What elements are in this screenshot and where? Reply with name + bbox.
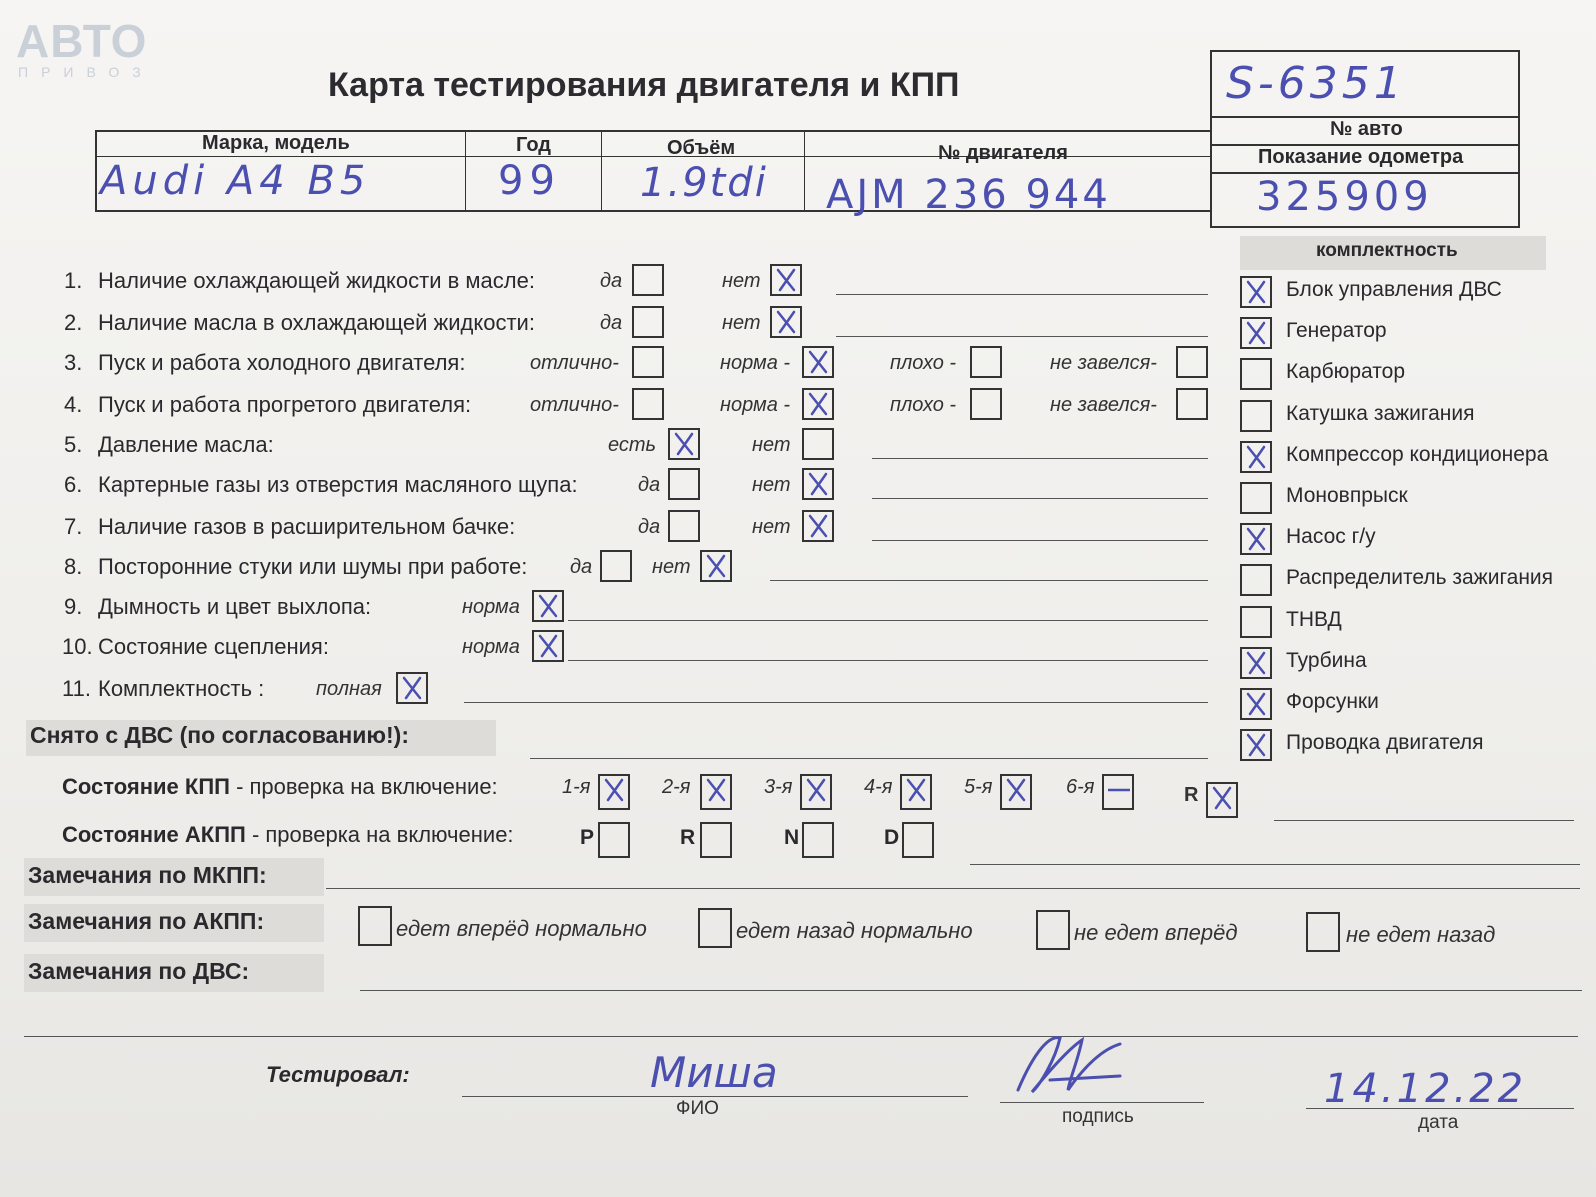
engine-no-value[interactable]: AJM 236 944 [826, 172, 1111, 218]
akpp-mode-label: N [784, 826, 800, 849]
completeness-checkbox[interactable] [1240, 441, 1272, 473]
question-text: Картерные газы из отверстия масляного щупа: [98, 472, 578, 497]
question-text: Пуск и работа прогретого двигателя: [98, 392, 472, 417]
answer-line[interactable] [836, 336, 1208, 337]
akpp-remark-checkbox[interactable] [1036, 910, 1070, 950]
completeness-checkbox[interactable] [1240, 358, 1272, 390]
completeness-checkbox[interactable] [1240, 317, 1272, 349]
akpp-remark-label: не едет вперёд [1074, 920, 1238, 945]
option-label: нет [652, 556, 691, 578]
option-label: отлично- [530, 394, 619, 416]
option-checkbox[interactable] [668, 468, 700, 500]
question-text: Наличие охлаждающей жидкости в масле: [98, 268, 535, 293]
year-label: Год [516, 134, 551, 156]
option-label: нет [722, 312, 761, 334]
divider [601, 130, 602, 210]
option-label: нет [752, 516, 791, 538]
akpp-remark-label: не едет назад [1346, 922, 1496, 947]
question-text: Состояние сцепления: [98, 634, 329, 659]
akpp-mode-checkbox[interactable] [802, 822, 834, 858]
option-label: отлично- [530, 352, 619, 374]
option-label: полная [316, 678, 382, 700]
option-label: да [600, 270, 623, 292]
option-label: нет [752, 434, 791, 456]
gear-checkbox[interactable] [1102, 774, 1134, 810]
akpp-line[interactable] [970, 864, 1580, 865]
answer-line[interactable] [568, 660, 1208, 661]
divider [804, 130, 805, 210]
option-checkbox[interactable] [632, 264, 664, 296]
gear-label: 4-я [864, 776, 893, 798]
completeness-item-label: Турбина [1286, 648, 1367, 672]
divider [465, 130, 466, 210]
model-value[interactable]: Audi A4 B5 [100, 158, 371, 204]
question-number: 1. [64, 268, 83, 293]
option-label: плохо - [890, 394, 957, 416]
akpp-label-rest: - проверка на включение: [245, 822, 514, 847]
completeness-item-label: Компрессор кондиционера [1286, 442, 1549, 466]
option-label: да [600, 312, 623, 334]
question-text: Пуск и работа холодного двигателя: [98, 350, 466, 375]
completeness-item-label: Распределитель зажигания [1286, 566, 1554, 590]
completeness-checkbox[interactable] [1240, 276, 1272, 308]
gear-checkbox[interactable] [1206, 782, 1238, 818]
completeness-checkbox[interactable] [1240, 647, 1272, 679]
question-number: 7. [64, 514, 83, 539]
completeness-checkbox[interactable] [1240, 482, 1272, 514]
answer-line[interactable] [770, 580, 1208, 581]
question-number: 4. [64, 392, 83, 417]
remarks-mkpp-line[interactable] [326, 888, 1580, 889]
completeness-checkbox[interactable] [1240, 400, 1272, 432]
completeness-item-label: Проводка двигателя [1286, 731, 1484, 755]
kpp-line[interactable] [1274, 820, 1574, 821]
removed-note: (по согласованию!): [179, 722, 409, 748]
fio-label: ФИО [676, 1098, 719, 1119]
akpp-mode-label: R [680, 826, 696, 849]
completeness-item-label: Генератор [1286, 319, 1387, 343]
completeness-item-label: ТНВД [1286, 607, 1342, 631]
option-label: норма - [720, 352, 791, 374]
tested-label: Тестировал: [266, 1062, 410, 1087]
page-title: Карта тестирования двигателя и КПП [328, 66, 960, 104]
question-number: 2. [64, 310, 83, 335]
option-label: нет [752, 474, 791, 496]
answer-line[interactable] [872, 498, 1208, 499]
akpp-mode-checkbox[interactable] [700, 822, 732, 858]
option-label: не завелся- [1050, 352, 1157, 374]
completeness-checkbox[interactable] [1240, 606, 1272, 638]
sign-line [1000, 1102, 1204, 1103]
option-checkbox[interactable] [802, 428, 834, 460]
question-number: 9. [64, 594, 83, 619]
removed-line[interactable] [530, 758, 1208, 759]
sign-label: подпись [1062, 1106, 1134, 1127]
question-number: 6. [64, 472, 83, 497]
kpp-label-rest: - проверка на включение: [229, 774, 498, 799]
option-checkbox[interactable] [600, 550, 632, 582]
question-text: Комплектность : [98, 676, 265, 701]
gear-label: 3-я [764, 776, 793, 798]
option-label: есть [608, 434, 657, 456]
removed-label [30, 722, 409, 749]
option-checkbox[interactable] [770, 264, 802, 296]
completeness-item-label: Карбюратор [1286, 360, 1406, 384]
answer-line[interactable] [568, 620, 1208, 621]
gear-checkbox[interactable] [1000, 774, 1032, 810]
akpp-label-bold: Состояние АКПП [62, 822, 246, 847]
option-checkbox[interactable] [802, 388, 834, 420]
option-label: плохо - [890, 352, 957, 374]
option-checkbox[interactable] [1176, 346, 1208, 378]
question-text: Наличие газов в расширительном бачке: [98, 514, 516, 539]
answer-line[interactable] [464, 702, 1208, 703]
akpp-mode-checkbox[interactable] [598, 822, 630, 858]
model-label: Марка, модель [202, 132, 350, 154]
odometer-value[interactable]: 325909 [1256, 174, 1433, 220]
akpp-remark-label: едет назад нормально [736, 918, 973, 943]
gear-label: R [1184, 784, 1199, 806]
option-label: норма [462, 636, 520, 658]
option-label: норма [462, 596, 520, 618]
option-label: не завелся- [1050, 394, 1157, 416]
gear-label: 1-я [562, 776, 591, 798]
auto-no-label: № авто [1330, 118, 1403, 140]
option-label: да [638, 474, 661, 496]
option-checkbox[interactable] [396, 672, 428, 704]
option-checkbox[interactable] [802, 510, 834, 542]
question-text: Давление масла: [98, 432, 274, 457]
question-text: Дымность и цвет выхлопа: [98, 594, 372, 619]
remarks-akpp-label: Замечания по АКПП: [28, 908, 265, 934]
option-checkbox[interactable] [802, 346, 834, 378]
akpp-mode-label: D [884, 826, 900, 849]
option-checkbox[interactable] [802, 468, 834, 500]
logo-subtext: ПРИВОЗ [18, 64, 154, 80]
option-checkbox[interactable] [668, 428, 700, 460]
completeness-item-label: Насос г/у [1286, 525, 1376, 549]
fio-line [462, 1096, 968, 1097]
kpp-label [62, 774, 498, 800]
removed-label-bold: Снято с ДВС [30, 722, 174, 748]
completeness-item-label: Форсунки [1286, 690, 1379, 713]
answer-line[interactable] [872, 458, 1208, 459]
question-number: 3. [64, 350, 83, 375]
date-line [1306, 1108, 1574, 1109]
option-label: норма - [720, 394, 791, 416]
kpp-label-bold: Состояние КПП [62, 774, 230, 799]
question-text: Наличие масла в охлаждающей жидкости: [98, 310, 535, 335]
logo-text: АВТО [16, 15, 148, 67]
answer-line[interactable] [872, 540, 1208, 541]
completeness-checkbox[interactable] [1240, 564, 1272, 596]
akpp-remark-label: едет вперёд нормально [396, 916, 647, 941]
gear-label: 6-я [1066, 776, 1095, 798]
volume-label: Объём [667, 137, 736, 159]
completeness-checkbox[interactable] [1240, 523, 1272, 555]
question-text: Посторонние стуки или шумы при работе: [98, 554, 528, 579]
option-checkbox[interactable] [770, 306, 802, 338]
option-checkbox[interactable] [632, 388, 664, 420]
option-checkbox[interactable] [970, 346, 1002, 378]
gear-checkbox[interactable] [598, 774, 630, 810]
gear-checkbox[interactable] [800, 774, 832, 810]
akpp-label [62, 822, 514, 848]
gear-label: 2-я [662, 776, 691, 798]
completeness-header: комплектность [1316, 240, 1458, 261]
answer-line[interactable] [836, 294, 1208, 295]
option-checkbox[interactable] [970, 388, 1002, 420]
option-checkbox[interactable] [632, 346, 664, 378]
option-checkbox[interactable] [532, 590, 564, 622]
question-number: 5. [64, 432, 83, 457]
year-value[interactable]: 99 [498, 158, 561, 204]
engine-no-label: № двигателя [938, 142, 1068, 164]
question-number: 8. [64, 554, 83, 579]
odometer-label: Показание одометра [1258, 146, 1464, 168]
akpp-mode-label: P [580, 826, 595, 849]
completeness-checkbox[interactable] [1240, 688, 1272, 720]
akpp-remark-checkbox[interactable] [698, 908, 732, 948]
option-checkbox[interactable] [668, 510, 700, 542]
gear-checkbox[interactable] [700, 774, 732, 810]
option-checkbox[interactable] [700, 550, 732, 582]
date-label: дата [1418, 1112, 1459, 1133]
completeness-item-label: Моновпрыск [1286, 484, 1408, 507]
option-label: нет [722, 270, 761, 292]
completeness-checkbox[interactable] [1240, 729, 1272, 761]
completeness-item-label: Блок управления ДВС [1286, 278, 1502, 301]
option-checkbox[interactable] [532, 630, 564, 662]
remarks-dvs-line[interactable] [360, 990, 1582, 991]
question-number: 10. [62, 634, 93, 659]
stock-number[interactable]: S-6351 [1226, 58, 1406, 109]
tester-name[interactable]: Миша [650, 1048, 778, 1097]
akpp-remark-checkbox[interactable] [358, 906, 392, 946]
gear-checkbox[interactable] [900, 774, 932, 810]
option-label: да [570, 556, 593, 578]
remarks-dvs-label: Замечания по ДВС: [28, 958, 250, 984]
question-number: 11. [62, 676, 91, 701]
remarks-mkpp-label: Замечания по МКПП: [28, 862, 267, 888]
volume-value[interactable]: 1.9tdi [640, 160, 768, 206]
option-label: да [638, 516, 661, 538]
gear-label: 5-я [964, 776, 993, 798]
akpp-remark-checkbox[interactable] [1306, 912, 1340, 952]
date-value[interactable]: 14.12.22 [1324, 1066, 1527, 1112]
signature-mark[interactable] [1010, 1030, 1130, 1100]
akpp-mode-checkbox[interactable] [902, 822, 934, 858]
remarks-dvs-line-2[interactable] [24, 1036, 1578, 1037]
completeness-item-label: Катушка зажигания [1286, 401, 1475, 425]
option-checkbox[interactable] [632, 306, 664, 338]
option-checkbox[interactable] [1176, 388, 1208, 420]
